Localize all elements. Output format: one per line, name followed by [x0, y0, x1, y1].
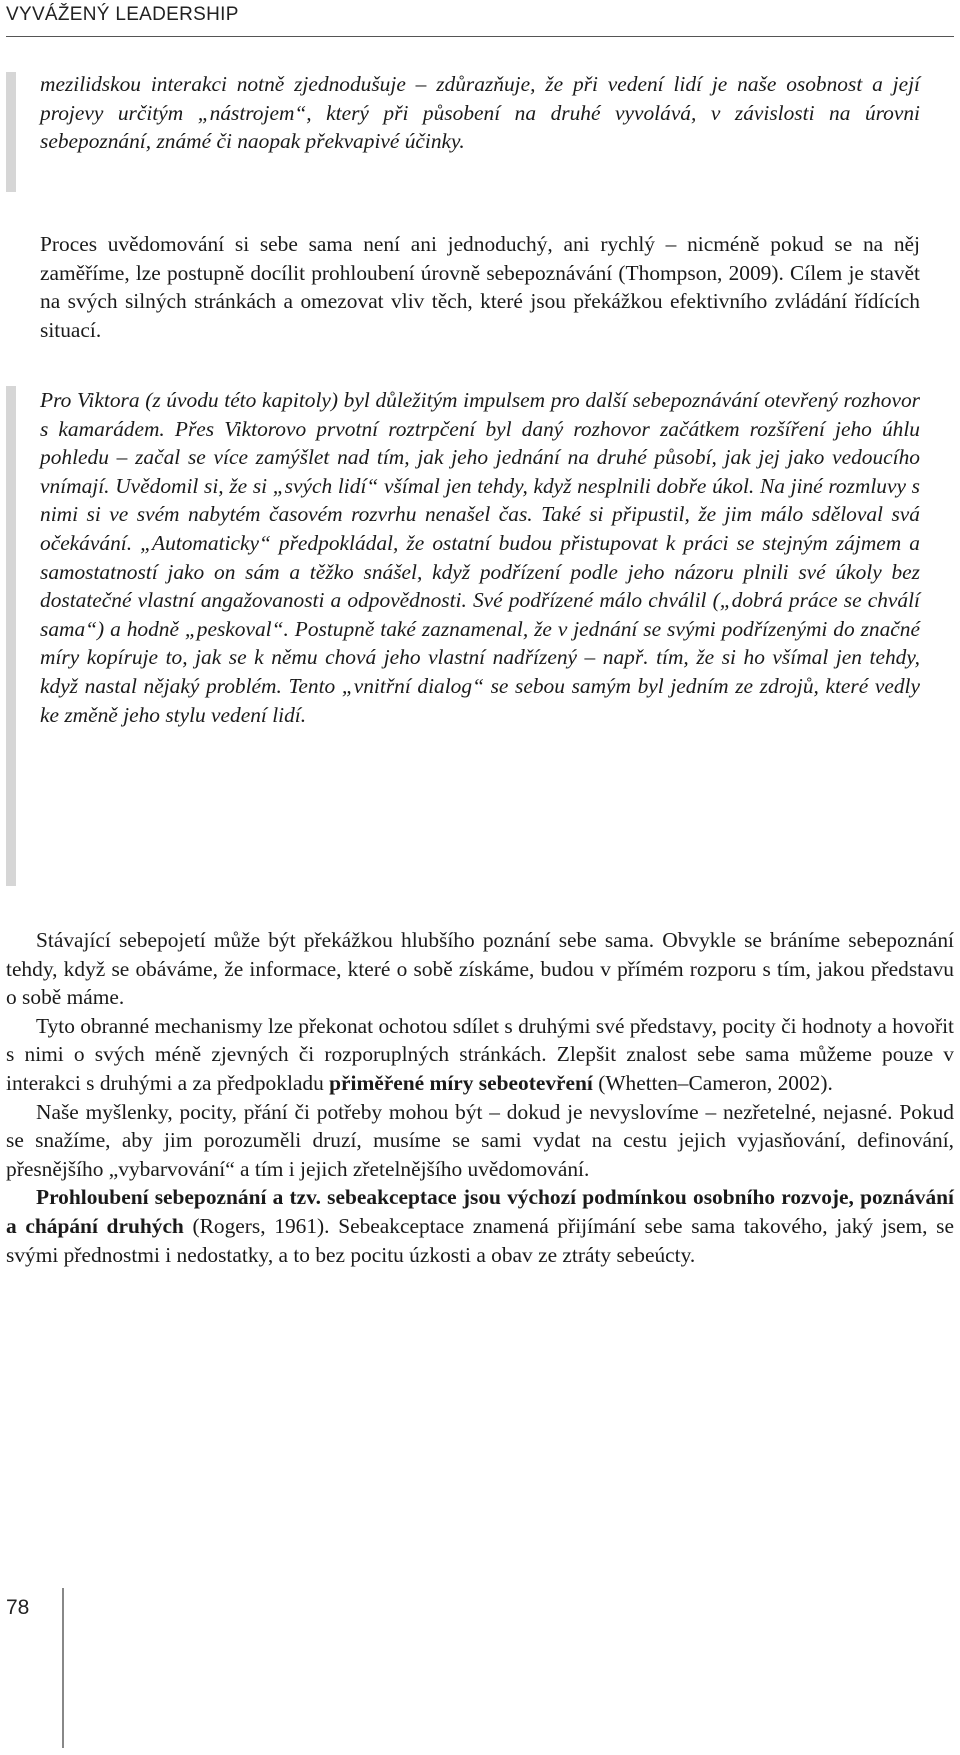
body-paragraph: [6, 1183, 954, 1269]
body-paragraph: Naše myšlenky, pocity, přání či potřeby mohou být – dokud je nevyslovíme – nezřetelné, nejasné. Pokud se snažíme, aby jim porozuměli druzí, musíme se sami vydat na cestu jejich vyjasňování, definování, přesnějšího „vybarvování“ a tím i jejich zřetelnějšího uvědomování.: [6, 1099, 954, 1181]
body-text-run: (Whetten–Cameron, 2002).: [592, 1070, 833, 1095]
body-paragraph: Stávající sebepojetí může být překážkou hlubšího poznání sebe sama. Obvykle se bráníme sebepoznání tehdy, když se obáváme, že informace, které o sobě získáme, budou v přímém rozporu s tím, jakou představu o sobě máme.: [6, 928, 954, 1010]
case-study-quote: mezilidskou interakci notně zjednodušuje – zdůrazňuje, že při vedení lidí je naše osobnost a její projevy určitým „nástrojem“, který při působení na druhé vyvolává, v závislosti na úrovni sebepoznání, známé či naopak překvapivé účinky.: [40, 72, 920, 154]
bold-term: Prohloubení sebepoznání a tzv. sebeakceptace jsou výchozí podmínkou osobního rozvoje, poznávání a chápání druhých: [6, 1185, 954, 1238]
case-study-quote: Pro Viktora (z úvodu této kapitoly) byl důležitým impulsem pro další sebepoznávání otevřený rozhovor s kamarádem. Přes Viktorovo prvotní roztrpčení byl daný rozhovor začátkem rozšíření jeho úhlu pohledu – začal se více zamýšlet nad tím, jak jeho jednání na druhé působí, jak jej jako vedoucího vnímají. Uvědomil si, že si „svých lidí“ všímal jen tehdy, když nesplnili dobře úkol. Na jiné rozmluvy s nimi si ve svém nabytém časovém rozvrhu nenašel čas. Také si připustil, že jim málo sděloval svá očekávání. „Automaticky“ předpokládal, že ostatní budou přistupovat k práci se stejným zájmem a samostatností jako on sám a těžko snášel, když podřízení podle jeho názoru plnili své úkoly bez dostatečné vlastní angažovanosti a odpovědnosti. Své podřízené málo chválil („dobrá práce se chválí sama“) a hodně „peskoval“. Postupně také zaznamenal, že v jednání se svými podřízenými do značné míry kopíruje to, jak se k němu chová jeho vlastní nadřízený – např. tím, že si ho všímal jen tehdy, když nastal nějaký problém. Tento „vnitřní dialog“ se sebou samým byl jedním ze zdrojů, které vedly ke změně jeho stylu vedení lidí.: [40, 388, 920, 727]
body-text-run: (Rogers, 1961). Sebeakceptace znamená přijímání sebe sama takového, jaký jsem, se svými přednostmi i nedostatky, a to bez pocitu úzkosti a obav ze ztráty sebeúcty.: [6, 1213, 954, 1267]
quote-bar: [6, 72, 16, 192]
running-header: [6, 0, 954, 37]
bold-term: přiměřené míry sebeotevření: [329, 1070, 593, 1095]
body-text: [6, 926, 954, 1269]
body-paragraph: [6, 1012, 954, 1098]
quote-bar: [6, 386, 16, 886]
header-title: VYVÁŽENÝ LEADERSHIP: [6, 4, 239, 25]
page-number-rule: [62, 1588, 64, 1748]
body-text-run: Tyto obranné mechanismy lze překonat ochotou sdílet s druhými své představy, pocity či hodnoty a hovořit s nimi o svých méně zjevných či rozporuplných stránkách. Zlepšit znalost sebe sama můžeme pouze v interakci s druhými a za předpokladu: [6, 1013, 954, 1095]
page-number: 78: [6, 1596, 30, 1619]
body-paragraph: Proces uvědomování si sebe sama není ani jednoduchý, ani rychlý – nicméně pokud se na něj zaměříme, lze postupně docílit prohloubení úrovně sebepoznávání (Thompson, 2009). Cílem je stavět na svých silných stránkách a omezovat vliv těch, které jsou překážkou efektivního zvládání řídících situací.: [40, 232, 920, 342]
